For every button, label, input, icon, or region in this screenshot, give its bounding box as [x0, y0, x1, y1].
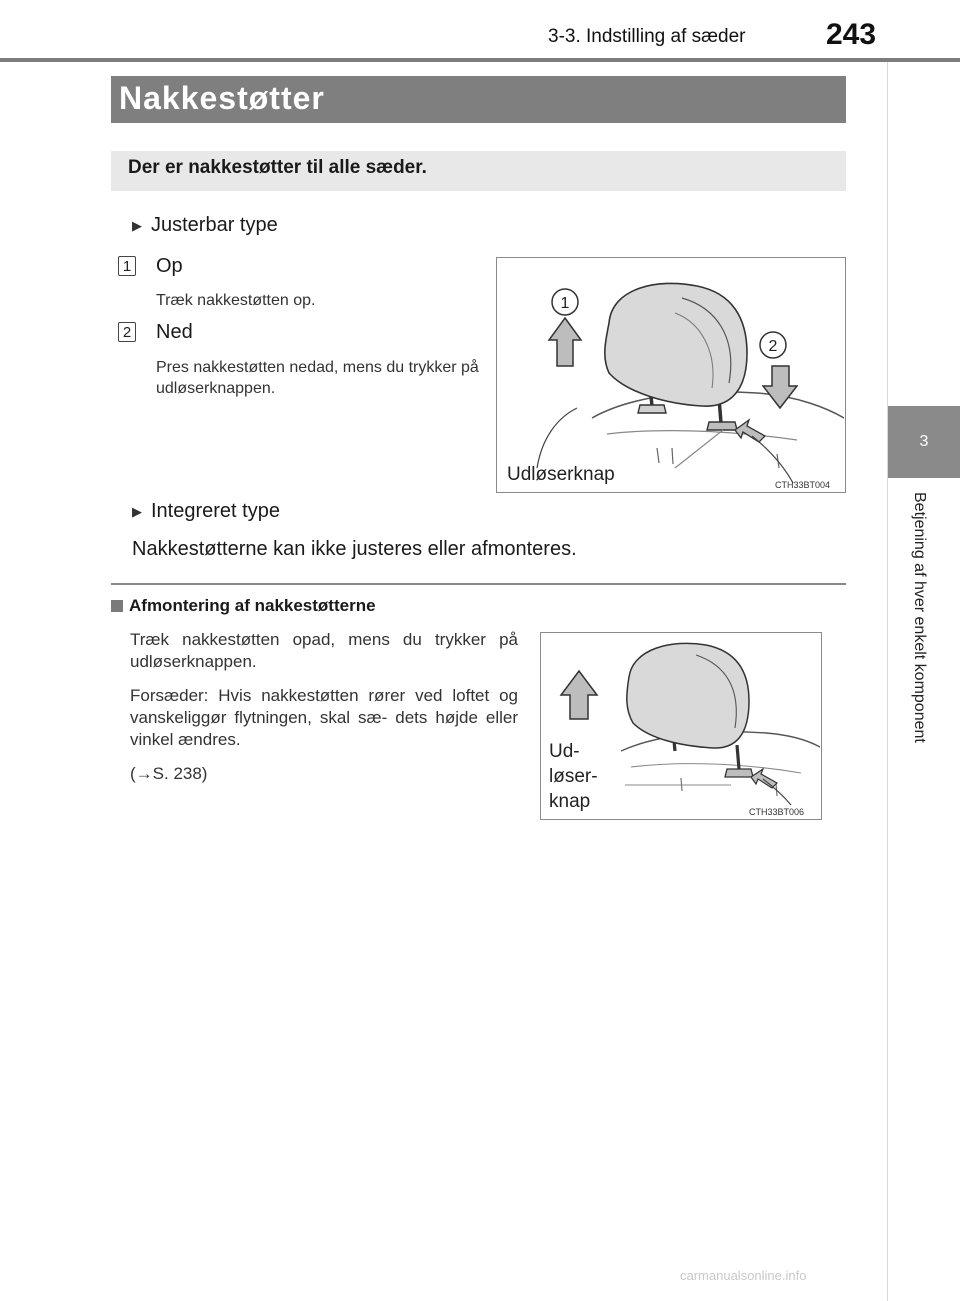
- side-divider: [887, 62, 888, 1301]
- step-number-badge: 1: [118, 256, 136, 276]
- chapter-number: 3: [919, 433, 929, 450]
- adjustable-type-heading: [132, 214, 278, 237]
- press-arrow-icon: [735, 420, 765, 442]
- step-description: Træk nakkestøtten op.: [156, 292, 316, 309]
- integrated-type-label: Integreret type: [151, 500, 280, 522]
- release-label-line: Ud-: [549, 741, 580, 762]
- removal-paragraph: Træk nakkestøtten opad, mens du trykker på udløserknappen.: [130, 630, 518, 671]
- section-title: 3-3. Indstilling af sæder: [548, 26, 746, 47]
- integrated-type-text: Nakkestøtterne kan ikke justeres eller afmonteres.: [132, 538, 577, 560]
- page-reference: (→S. 238): [130, 764, 208, 783]
- subtitle: Der er nakkestøtter til alle sæder.: [128, 157, 427, 178]
- page-title: Nakkestøtter: [119, 80, 325, 116]
- release-button-label: Udløserknap: [507, 464, 615, 485]
- release-label-line: knap: [549, 791, 591, 812]
- up-arrow-icon: [549, 318, 581, 366]
- release-label-line: løser-: [549, 766, 598, 787]
- release-button-label: [549, 739, 598, 814]
- removal-note: Forsæder: Hvis nakkestøtten rører ved loftet og vanskeliggør flytningen, skal sæ- dets højde eller vinkel ændres.: [130, 686, 518, 749]
- removal-heading-text: Afmontering af nakkestøtterne: [129, 596, 376, 615]
- watermark-footer[interactable]: carmanualsonline.info: [680, 1268, 807, 1283]
- headrest-adjust-illustration: [497, 258, 844, 491]
- removal-heading: [111, 596, 376, 616]
- down-arrow-icon: [763, 366, 797, 408]
- figure-code: CTH33BT004: [775, 480, 831, 490]
- integrated-type-heading: [132, 500, 280, 523]
- adjustable-type-label: Justerbar type: [151, 214, 278, 236]
- section-divider: [111, 583, 846, 585]
- step-number-badge: 2: [118, 322, 136, 342]
- step-title: Ned: [156, 321, 193, 343]
- chapter-tab[interactable]: [888, 406, 960, 478]
- step-title: Op: [156, 255, 183, 277]
- headrest-adjust-figure: [496, 257, 846, 493]
- press-arrow-icon: [751, 769, 777, 788]
- arrow-bullet-icon: ▶: [132, 503, 142, 519]
- figure-code: CTH33BT006: [749, 807, 805, 817]
- callout-1: 1: [560, 295, 570, 312]
- chapter-title: Betjening af hver enkelt komponent: [911, 492, 928, 743]
- step-description: Pres nakkestøtten nedad, mens du trykker på udløserknappen.: [156, 359, 479, 397]
- arrow-bullet-icon: ▶: [132, 217, 142, 233]
- up-arrow-icon: [561, 671, 597, 719]
- callout-2: 2: [768, 338, 778, 355]
- square-bullet-icon: [111, 600, 123, 612]
- page-number: 243: [826, 18, 877, 51]
- headrest-removal-figure: [540, 632, 822, 820]
- header-divider: [0, 58, 960, 62]
